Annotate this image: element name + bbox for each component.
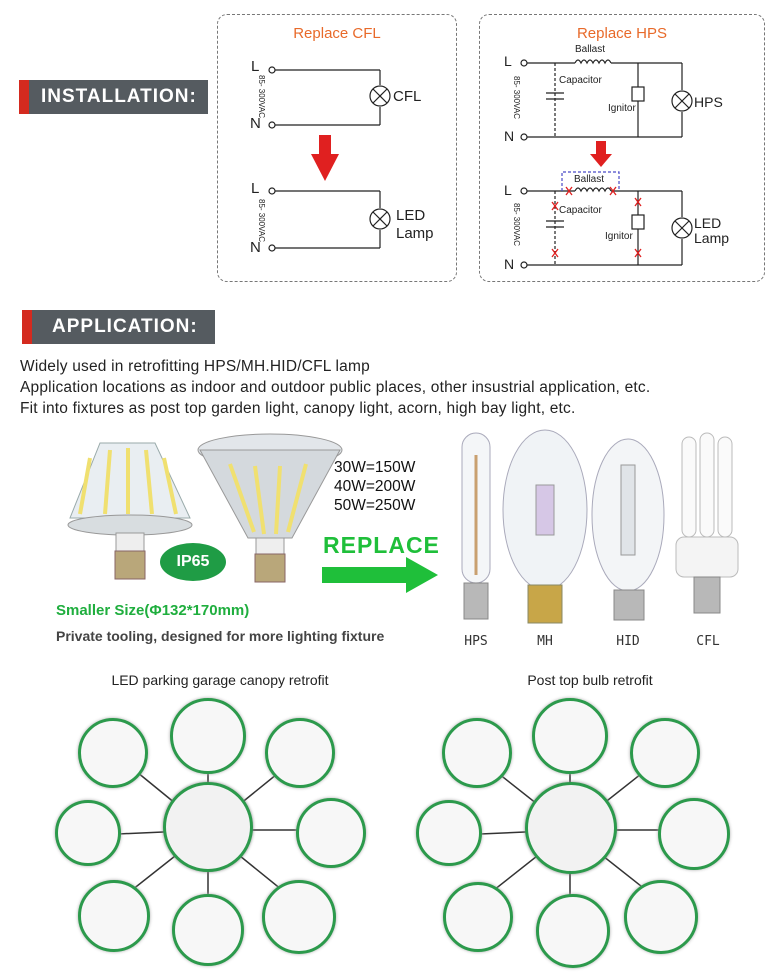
- canopy-hub-center: [163, 782, 253, 872]
- ip65-badge: [160, 543, 226, 581]
- post-top-fixture-bottom: [536, 894, 610, 968]
- cut-marks: [552, 187, 641, 257]
- canopy-fixture-bottom-left: [78, 880, 150, 952]
- hps-capacitor-label: Capacitor: [559, 75, 602, 86]
- hps-label-n: N: [504, 128, 515, 144]
- wattage-line-2: 40W=200W: [334, 478, 416, 495]
- bulb-label-hps: HPS: [464, 634, 488, 649]
- bulb-label-cfl: CFL: [696, 634, 720, 649]
- post-top-fixture-top-left: [442, 718, 512, 788]
- mh-bulb-image: [503, 430, 587, 623]
- hps-ignitor-label: Ignitor: [608, 103, 636, 114]
- legacy-bulb-images: [450, 425, 770, 630]
- canopy-fixture-top-left: [78, 718, 148, 788]
- led-lamp-label-1: LED: [396, 207, 426, 224]
- canopy-retrofit-title: LED parking garage canopy retrofit: [111, 672, 329, 688]
- cfl-bulb-image: [676, 433, 738, 613]
- application-line-2: Application locations as indoor and outdoor public places, other insustrial application, etc.: [20, 379, 651, 396]
- bulb-label-mh: MH: [537, 634, 553, 649]
- hps-led-label-1: LED: [694, 215, 722, 231]
- application-heading-text: APPLICATION:: [52, 316, 198, 337]
- cfl-label-n-after: N: [250, 239, 261, 256]
- hps-ballast-label: Ballast: [575, 44, 606, 55]
- heading-accent: [22, 310, 32, 344]
- down-arrow-icon: [590, 141, 612, 167]
- canopy-fixture-top-right: [265, 718, 335, 788]
- cfl-voltage-top: 85- 300VAC: [257, 75, 266, 118]
- hps-bulb-image: [462, 433, 490, 619]
- hps-wiring-panel: [479, 14, 765, 282]
- canopy-fixture-bottom-right: [262, 880, 336, 954]
- application-line-3: Fit into fixtures as post top garden light, canopy light, acorn, high bay light, etc.: [20, 400, 576, 417]
- hps-lamp-label: HPS: [694, 94, 723, 110]
- post-top-hub-center: [525, 782, 617, 874]
- cfl-voltage-bottom: 85- 300VAC: [257, 199, 266, 242]
- hps-ballast-label-after: Ballast: [574, 174, 605, 185]
- cfl-label-l: L: [251, 58, 260, 75]
- post-top-fixture-bottom-right: [624, 880, 698, 954]
- hps-label-n-after: N: [504, 256, 515, 272]
- hps-voltage-bottom: 85- 300VAC: [512, 203, 521, 246]
- post-top-fixture-right: [658, 798, 730, 870]
- hps-ignitor-label-after: Ignitor: [605, 231, 633, 242]
- hid-bulb-image: [592, 439, 664, 620]
- post-top-retrofit-title: Post top bulb retrofit: [527, 672, 653, 688]
- led-product-images: [60, 428, 350, 608]
- cfl-lamp-label: CFL: [393, 88, 422, 105]
- heading-accent: [19, 80, 29, 114]
- hps-led-label-2: Lamp: [694, 230, 730, 246]
- post-top-fixture-top-right: [630, 718, 700, 788]
- cfl-wiring-panel: [217, 14, 457, 282]
- hps-voltage-top: 85- 300VAC: [512, 76, 521, 119]
- tooling-text: Private tooling, designed for more lighting fixture: [56, 628, 385, 644]
- application-heading: [22, 310, 215, 344]
- wattage-line-3: 50W=250W: [334, 497, 416, 514]
- installation-heading-text: INSTALLATION:: [41, 86, 197, 107]
- cfl-label-n: N: [250, 115, 261, 132]
- canopy-fixture-right: [296, 798, 366, 868]
- size-text: Smaller Size(Φ132*170mm): [56, 602, 250, 619]
- ip65-badge-text: IP65: [176, 553, 210, 570]
- canopy-fixture-top: [170, 698, 246, 774]
- post-top-fixture-top: [532, 698, 608, 774]
- replace-label: REPLACE: [323, 532, 440, 558]
- installation-heading: [19, 80, 208, 114]
- hps-capacitor-label-after: Capacitor: [559, 205, 602, 216]
- led-lamp-label-2: Lamp: [396, 225, 434, 242]
- cfl-panel-title: Replace CFL: [293, 25, 381, 42]
- replace-arrow-icon: [322, 557, 440, 593]
- hps-panel-title: Replace HPS: [576, 25, 668, 42]
- hps-label-l-after: L: [504, 182, 512, 198]
- down-arrow-icon: [311, 135, 339, 181]
- post-top-fixture-bottom-left: [443, 882, 513, 952]
- cfl-label-l-after: L: [251, 180, 260, 197]
- wattage-line-1: 30W=150W: [334, 459, 416, 476]
- canopy-fixture-bottom: [172, 894, 244, 966]
- bulb-label-hid: HID: [616, 634, 640, 649]
- post-top-fixture-left: [416, 800, 482, 866]
- canopy-fixture-left: [55, 800, 121, 866]
- hps-label-l: L: [504, 53, 512, 69]
- application-line-1: Widely used in retrofitting HPS/MH.HID/CFL lamp: [20, 358, 370, 375]
